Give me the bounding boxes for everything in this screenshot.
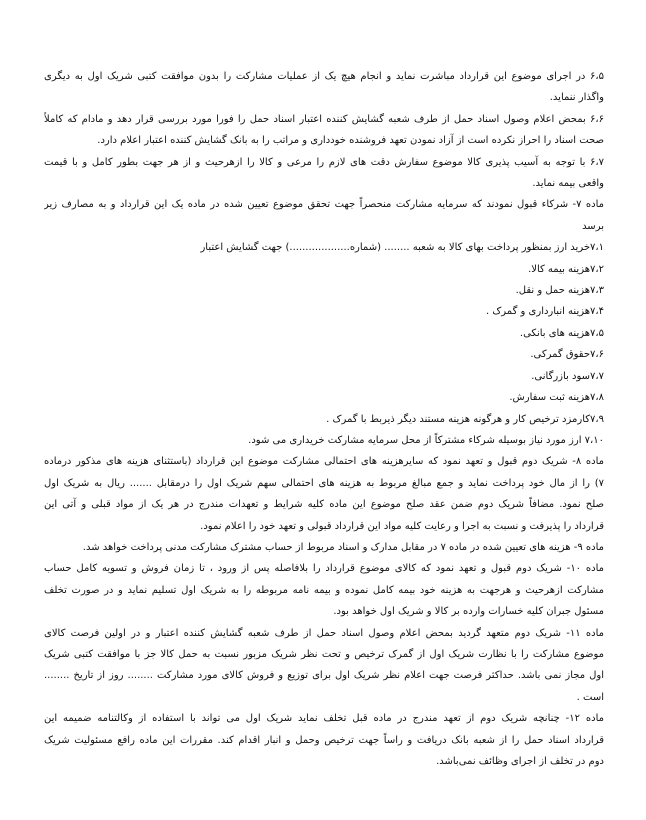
text-line: مشارکت ازهرحیث و هرجهت به هزینه خود بیمه کامل نموده و بیمه نامه مربوطه را به شریک اول تسلیم نماید و در صورت تخلف [44,584,604,596]
text-line: ۷،۱خرید ارز بمنظور پرداخت بهای کالا به شعبه ........ (شماره...................) جهت گشایش اعتبار [200,242,604,254]
text-line: ۷) را از مال خود پرداخت نماید و جمع مبالغ مربوط به هزینه های احتمالی سهم شریک اول را درمقابل ....... ریال به شریک اول [44,477,604,489]
paragraph [44,237,604,258]
paragraph [44,152,604,195]
text-line: ۷،۵هزینه های بانکی. [519,327,604,339]
paragraph [44,387,604,408]
paragraph [44,623,604,709]
paragraph [44,194,604,237]
paragraph [44,409,604,430]
paragraph [44,537,604,558]
text-line: موضوع مشارکت را با نظارت شریک اول از گمرک ترخیص و تحت نظر شریک مزبور نسبت به حمل کالا جز با موافقت کتبی شریک [44,648,604,660]
paragraph [44,344,604,365]
document-body [44,66,604,772]
paragraph [44,451,604,537]
text-line: ماده ۱۲- چنانچه شریک دوم از تعهد مندرج در ماده قبل تخلف نماید شریک اول می تواند با استفاده از وکالتنامه ضمیمه این [44,713,604,725]
paragraph [44,259,604,280]
text-line: دوم در تخلف از اجرای وظائف نمی‌باشد. [436,756,604,767]
text-line: ماده ۱۱- شریک دوم متعهد گردید بمحض اعلام وصول اسناد حمل از طرف شعبه گشایش کننده اعتبار و در اولین فرصت کالای [44,627,604,639]
text-line: ۷،۳هزینه حمل و نقل. [515,285,604,297]
text-line: ۷،۷سود بازرگانی. [531,370,604,382]
text-line: ۶،۵ در اجرای موضوع این قرارداد مباشرت نماید و انجام هیچ یک از عملیات مشارکت را بدون موافقت کتبی شریک اول به دیگری [44,71,604,82]
text-line: ۶،۷ با توجه به آسیب پذیری کالا موضوع سفارش دقت های لازم را مرعی و کالا را ازهرحیث و از هر جهت بطور کامل و با قیمت [44,156,604,168]
text-line: ماده ۷- شرکاء قبول نمودند که سرمایه مشارکت منحصراً جهت تحقق موضوع تعیین شده در ماده یک این قرارداد و به مصارف زیر [44,199,604,211]
text-line: ماده ۱۰- شریک دوم قبول و تعهد نمود که کالای موضوع قرارداد را بلافاصله پس از ورود ، تا زمان فروش و تسویه کامل حساب [44,563,604,575]
text-line: واقعی بیمه نماید. [532,178,604,190]
text-line: قرارداد اسناد حمل را از شعبه بانک دریافت و راساً جهت ترخیص وحمل و انبار اقدام کند. مقررات این ماده رافع مسئولیت شریک [44,734,604,746]
paragraph [44,301,604,322]
paragraph [44,109,604,152]
text-line: ماده ۹- هزینه های تعیین شده در ماده ۷ در مقابل مدارک و اسناد مربوط از حساب مشترک مشارکت مدنی پرداخت خواهد شد. [82,541,604,553]
text-line: ۷،۱۰ ارز مورد نیاز بوسیله شرکاء مشترکاً از محل سرمایه مشارکت خریداری می شود. [248,434,604,446]
text-line: ۷،۸هزینه ثبت سفارش. [509,392,604,404]
text-line: صحت اسناد را احراز نکرده است از آزاد نمودن تعهد فروشنده خودداری و مراتب را به بانک گشایش کننده اعتبار اعلام دارد. [97,135,604,147]
paragraph [44,708,604,772]
text-line: صلح نمود. مضافاً شریک دوم ضمن عقد صلح موضوع این ماده کلیه شرایط و تعهدات مندرج در هر یک از مواد قبلی و آتی این [44,499,604,511]
paragraph [44,323,604,344]
paragraph [44,430,604,451]
text-line: اول مجاز نمی باشد. حداکثر فرصت جهت اعلام نظر شریک اول برای توزیع و فروش کالای مورد مشارکت ........ روز از تاریخ ........ [44,670,604,682]
text-line: ۷،۹کارمزد ترخیص کار و هرگونه هزینه مستند دیگر ذیربط با گمرک . [326,413,604,425]
text-line: ۷،۶حقوق گمرکی. [530,349,604,361]
text-line: واگذار ننماید. [549,92,604,104]
text-line: است . [576,691,604,703]
paragraph [44,280,604,301]
text-line: قرارداد را پذیرفت و نسبت به اجرا و رعایت کلیه مواد این قرارداد قبولی و تعهد خود را اعلام نمود. [200,520,604,532]
text-line: برسد [582,220,604,232]
paragraph [44,558,604,622]
paragraph [44,366,604,387]
text-line: ماده ۸- شریک دوم قبول و تعهد نمود که سایرهزینه های احتمالی مشارکت موضوع این قرارداد (باستثنای هزینه های مذکور درماده [44,456,604,468]
text-line: ۷،۲هزینه بیمه کالا. [528,263,604,275]
paragraph [44,66,604,109]
text-line: ۷،۴هزینه انبارداری و گمرک . [485,306,604,318]
text-line: ۶،۶ بمحض اعلام وصول اسناد حمل از طرف شعبه گشایش کننده اعتبار اسناد حمل را فورا مورد بررسی قرار دهد و مادام که کاملاً [44,113,604,125]
text-line: مسئول جبران کلیه خسارات وارده بر کالا و شریک اول خواهد بود. [333,606,604,618]
